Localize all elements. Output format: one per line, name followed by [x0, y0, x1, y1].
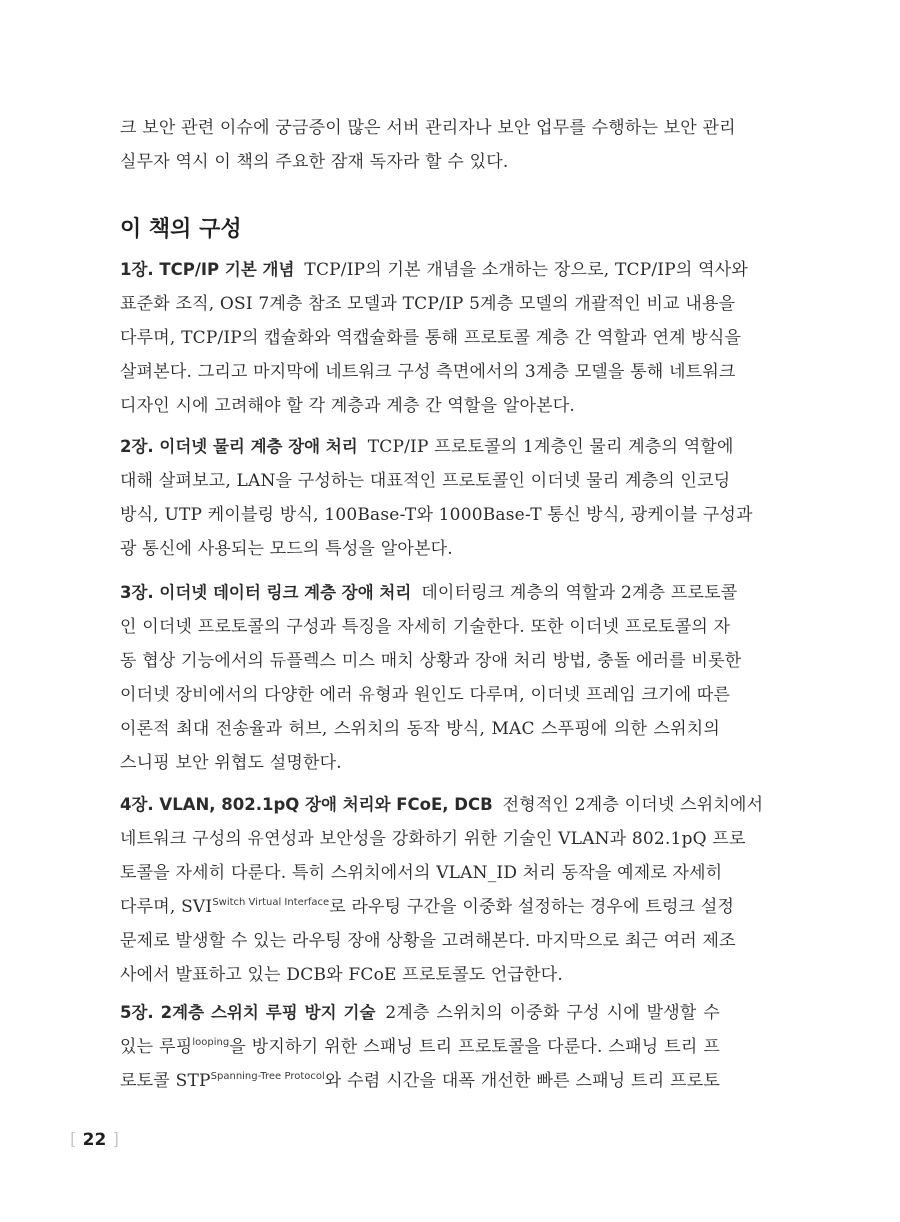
chapter-3-text: 데이터링크 계층의 역할과 2계층 프로토콜 — [421, 583, 738, 603]
intro-line-1: 크 보안 관련 이슈에 궁금증이 많은 서버 관리자나 보안 업무를 수행하는 보안 관리 — [120, 118, 736, 138]
chapter-1-line-4: 살펴본다. 그리고 마지막에 네트워크 구성 측면에서의 3계층 모델을 통해 네트워크 — [120, 362, 736, 382]
stp-text-after: 와 수렴 시간을 대폭 개선한 빠른 스패닝 트리 프로토 — [324, 1071, 720, 1091]
chapter-1-line-1 — [120, 253, 748, 287]
chapter-2-paragraph — [120, 430, 753, 566]
chapter-3-paragraph — [120, 576, 742, 780]
chapter-4-title: 4장. VLAN, 802.1pQ 장애 처리와 FCoE, DCB — [120, 795, 493, 814]
intro-paragraph — [120, 111, 736, 179]
chapter-5-text: 2계층 스위치의 이중화 구성 시에 발생할 수 — [385, 1003, 720, 1023]
chapter-5-title: 5장. 2계층 스위치 루핑 방지 기술 — [120, 1003, 376, 1022]
chapter-2-line-3: 방식, UTP 케이블링 방식, 100Base-T와 1000Base-T 통신 방식, 광케이블 구성과 — [120, 505, 753, 525]
section-heading: 이 책의 구성 — [120, 217, 242, 242]
chapter-5-line-2 — [120, 1030, 720, 1064]
chapter-5-line-1 — [120, 996, 720, 1030]
chapter-2-line-2: 대해 살펴보고, LAN을 구성하는 대표적인 프로토콜인 이더넷 물리 계층의 인코딩 — [120, 471, 731, 491]
page-number-value: 22 — [82, 1130, 107, 1150]
chapter-5-paragraph — [120, 996, 720, 1098]
chapter-2-text: TCP/IP 프로토콜의 1계층인 물리 계층의 역할에 — [367, 437, 734, 457]
chapter-3-title: 3장. 이더넷 데이터 링크 계층 장애 처리 — [120, 583, 412, 602]
chapter-3-line-5: 이론적 최대 전송율과 허브, 스위치의 동작 방식, MAC 스푸핑에 의한 스위치의 — [120, 719, 720, 739]
looping-text-after: 을 방지하기 위한 스패닝 트리 프로토콜을 다룬다. 스패닝 트리 프 — [229, 1037, 721, 1057]
chapter-4-line-1 — [120, 788, 764, 822]
chapter-4-line-2: 네트워크 구성의 유연성과 보안성을 강화하기 위한 기술인 VLAN과 802.1pQ 프로 — [120, 829, 746, 849]
chapter-2-line-1 — [120, 430, 734, 464]
looping-text-before: 있는 루핑 — [120, 1037, 193, 1057]
looping-gloss: looping — [192, 1037, 230, 1048]
stp-text-before: 로토콜 STP — [120, 1071, 211, 1091]
chapter-3-line-4: 이더넷 장비에서의 다양한 에러 유형과 원인도 다루며, 이더넷 프레임 크기에 따른 — [120, 685, 731, 705]
chapter-3-line-2: 인 이더넷 프로토콜의 구성과 특징을 자세히 기술한다. 또한 이더넷 프로토콜의 자 — [120, 617, 731, 637]
svi-text-before: 다루며, SVI — [120, 897, 213, 917]
stp-gloss: Spanning-Tree Protocol — [210, 1071, 325, 1082]
svi-text-after: 로 라우팅 구간을 이중화 설정하는 경우에 트렁크 설정 — [329, 897, 735, 917]
chapter-1-line-5: 디자인 시에 고려해야 할 각 계층과 계층 간 역할을 알아본다. — [120, 396, 575, 416]
chapter-1-line-2: 표준화 조직, OSI 7계층 참조 모델과 TCP/IP 5계층 모델의 개괄적인 비교 내용을 — [120, 294, 736, 314]
chapter-1-title: 1장. TCP/IP 기본 개념 — [120, 260, 295, 279]
chapter-3-line-1 — [120, 576, 738, 610]
page-number-bracket-close: ] — [112, 1130, 119, 1150]
chapter-3-line-3: 동 협상 기능에서의 듀플렉스 미스 매치 상황과 장애 처리 방법, 충돌 에러를 비롯한 — [120, 651, 742, 671]
chapter-4-line-5: 문제로 발생할 수 있는 라우팅 장애 상황을 고려해본다. 마지막으로 최근 여러 제조 — [120, 931, 736, 951]
chapter-4-text: 전형적인 2계층 이더넷 스위치에서 — [502, 795, 764, 815]
svi-gloss: Switch Virtual Interface — [212, 897, 330, 908]
chapter-5-line-3 — [120, 1064, 720, 1098]
chapter-3-line-6: 스니핑 보안 위협도 설명한다. — [120, 753, 342, 773]
page-number-bracket-open: [ — [70, 1130, 77, 1150]
chapter-1-text: TCP/IP의 기본 개념을 소개하는 장으로, TCP/IP의 역사와 — [304, 260, 748, 280]
page-number — [70, 1130, 119, 1150]
intro-line-2: 실무자 역시 이 책의 주요한 잠재 독자라 할 수 있다. — [120, 152, 509, 172]
chapter-1-paragraph — [120, 253, 748, 423]
chapter-2-title: 2장. 이더넷 물리 계층 장애 처리 — [120, 437, 358, 456]
chapter-2-line-4: 광 통신에 사용되는 모드의 특성을 알아본다. — [120, 539, 453, 559]
chapter-4-paragraph — [120, 788, 764, 992]
chapter-1-line-3: 다루며, TCP/IP의 캡슐화와 역캡슐화를 통해 프로토콜 계층 간 역할과 연계 방식을 — [120, 328, 742, 348]
chapter-4-line-6: 사에서 발표하고 있는 DCB와 FCoE 프로토콜도 언급한다. — [120, 965, 564, 985]
chapter-4-line-3: 토콜을 자세히 다룬다. 특히 스위치에서의 VLAN_ID 처리 동작을 예제로 자세히 — [120, 863, 723, 883]
chapter-4-line-4 — [120, 890, 735, 924]
